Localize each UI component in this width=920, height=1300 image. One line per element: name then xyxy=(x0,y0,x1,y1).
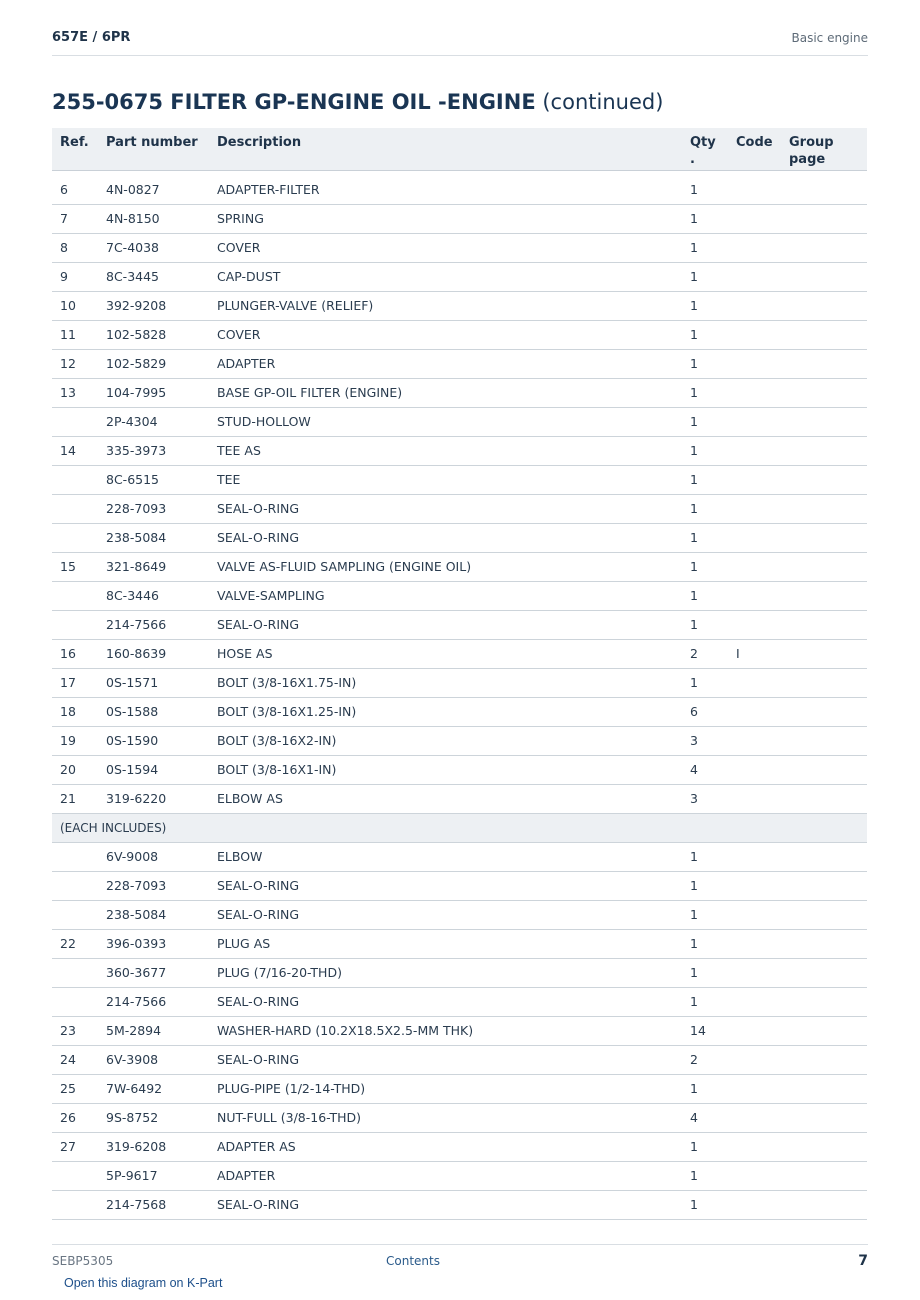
qty-cell: 4 xyxy=(682,755,728,784)
ref-cell: 16 xyxy=(52,639,98,668)
code-cell xyxy=(728,204,781,233)
qty-cell: 1 xyxy=(682,465,728,494)
qty-cell: 1 xyxy=(682,871,728,900)
code-cell xyxy=(728,262,781,291)
ref-cell: 25 xyxy=(52,1074,98,1103)
description-cell: CAP-DUST xyxy=(209,262,682,291)
table-row xyxy=(52,900,867,929)
code-cell xyxy=(728,1016,781,1045)
qty-cell: 1 xyxy=(682,320,728,349)
qty-cell: 1 xyxy=(682,523,728,552)
qty-cell: 1 xyxy=(682,407,728,436)
qty-cell: 1 xyxy=(682,204,728,233)
description-cell: PLUG (7/16-20-THD) xyxy=(209,958,682,987)
group-page-cell xyxy=(781,668,867,697)
ref-cell xyxy=(52,523,98,552)
ref-cell: 9 xyxy=(52,262,98,291)
col-group-page-header: Group page xyxy=(781,128,867,170)
group-page-cell xyxy=(781,262,867,291)
description-cell: VALVE AS-FLUID SAMPLING (ENGINE OIL) xyxy=(209,552,682,581)
group-page-cell xyxy=(781,1016,867,1045)
part-number-cell: 5P-9617 xyxy=(98,1161,209,1190)
description-cell: HOSE AS xyxy=(209,639,682,668)
description-cell: SPRING xyxy=(209,204,682,233)
description-cell: ADAPTER AS xyxy=(209,1132,682,1161)
ref-cell xyxy=(52,871,98,900)
part-number-cell: 319-6208 xyxy=(98,1132,209,1161)
ref-cell: 27 xyxy=(52,1132,98,1161)
group-page-cell xyxy=(781,900,867,929)
qty-cell: 1 xyxy=(682,668,728,697)
group-page-cell xyxy=(781,552,867,581)
code-cell xyxy=(728,871,781,900)
section-label: Basic engine xyxy=(791,31,868,45)
description-cell: BOLT (3/8-16X1.75-IN) xyxy=(209,668,682,697)
table-row xyxy=(52,291,867,320)
description-cell: WASHER-HARD (10.2X18.5X2.5-MM THK) xyxy=(209,1016,682,1045)
code-cell xyxy=(728,1132,781,1161)
code-cell xyxy=(728,233,781,262)
group-page-cell xyxy=(781,784,867,813)
qty-cell: 1 xyxy=(682,291,728,320)
qty-cell: 1 xyxy=(682,1190,728,1219)
code-cell xyxy=(728,349,781,378)
group-page-cell xyxy=(781,987,867,1016)
model-label: 657E / 6PR xyxy=(52,30,131,45)
part-number-cell: 392-9208 xyxy=(98,291,209,320)
group-page-cell xyxy=(781,929,867,958)
group-page-cell xyxy=(781,581,867,610)
description-cell: SEAL-O-RING xyxy=(209,871,682,900)
ref-cell xyxy=(52,494,98,523)
part-number-cell: 8C-3445 xyxy=(98,262,209,291)
table-row xyxy=(52,170,867,204)
qty-cell: 1 xyxy=(682,378,728,407)
qty-cell: 3 xyxy=(682,726,728,755)
ref-cell xyxy=(52,465,98,494)
ref-cell: 20 xyxy=(52,755,98,784)
table-row xyxy=(52,465,867,494)
col-code-header: Code xyxy=(728,128,781,170)
group-page-cell xyxy=(781,1045,867,1074)
table-row xyxy=(52,668,867,697)
table-row xyxy=(52,697,867,726)
part-number-cell: 7W-6492 xyxy=(98,1074,209,1103)
page-footer xyxy=(52,1244,868,1275)
code-cell xyxy=(728,170,781,204)
group-page-cell xyxy=(781,465,867,494)
ref-cell: 12 xyxy=(52,349,98,378)
title-main: 255-0675 FILTER GP-ENGINE OIL -ENGINE xyxy=(52,90,536,114)
table-row xyxy=(52,987,867,1016)
part-number-cell: 9S-8752 xyxy=(98,1103,209,1132)
code-cell xyxy=(728,1161,781,1190)
code-cell xyxy=(728,552,781,581)
code-cell xyxy=(728,1103,781,1132)
qty-cell: 1 xyxy=(682,436,728,465)
table-row xyxy=(52,581,867,610)
table-row xyxy=(52,349,867,378)
code-cell xyxy=(728,610,781,639)
description-cell: BASE GP-OIL FILTER (ENGINE) xyxy=(209,378,682,407)
group-page-cell xyxy=(781,320,867,349)
table-row xyxy=(52,610,867,639)
description-cell: STUD-HOLLOW xyxy=(209,407,682,436)
description-cell: ADAPTER xyxy=(209,1161,682,1190)
note-cell: (EACH INCLUDES) xyxy=(52,813,867,842)
table-note-row xyxy=(52,813,867,842)
col-description-header: Description xyxy=(209,128,682,170)
description-cell: ELBOW AS xyxy=(209,784,682,813)
group-page-cell xyxy=(781,697,867,726)
ref-cell xyxy=(52,842,98,871)
description-cell: PLUNGER-VALVE (RELIEF) xyxy=(209,291,682,320)
parts-table xyxy=(52,128,867,1220)
code-cell xyxy=(728,407,781,436)
qty-cell: 1 xyxy=(682,262,728,291)
part-number-cell: 2P-4304 xyxy=(98,407,209,436)
group-page-cell xyxy=(781,958,867,987)
group-page-cell xyxy=(781,610,867,639)
code-cell xyxy=(728,581,781,610)
group-page-cell xyxy=(781,639,867,668)
table-row xyxy=(52,262,867,291)
code-cell xyxy=(728,465,781,494)
description-cell: SEAL-O-RING xyxy=(209,900,682,929)
ref-cell: 19 xyxy=(52,726,98,755)
description-cell: BOLT (3/8-16X1-IN) xyxy=(209,755,682,784)
ref-cell xyxy=(52,958,98,987)
description-cell: BOLT (3/8-16X1.25-IN) xyxy=(209,697,682,726)
table-row xyxy=(52,1190,867,1219)
description-cell: SEAL-O-RING xyxy=(209,610,682,639)
code-cell xyxy=(728,436,781,465)
part-number-cell: 214-7568 xyxy=(98,1190,209,1219)
table-row xyxy=(52,929,867,958)
code-cell xyxy=(728,1045,781,1074)
part-number-cell: 0S-1594 xyxy=(98,755,209,784)
table-row xyxy=(52,494,867,523)
ref-cell: 23 xyxy=(52,1016,98,1045)
ref-cell: 18 xyxy=(52,697,98,726)
part-number-cell: 228-7093 xyxy=(98,494,209,523)
table-row xyxy=(52,523,867,552)
code-cell xyxy=(728,755,781,784)
qty-cell: 1 xyxy=(682,1074,728,1103)
ref-cell: 14 xyxy=(52,436,98,465)
open-kpart-link[interactable]: Open this diagram on K-Part xyxy=(64,1276,223,1290)
part-number-cell: 319-6220 xyxy=(98,784,209,813)
ref-cell: 17 xyxy=(52,668,98,697)
group-page-cell xyxy=(781,170,867,204)
group-page-cell xyxy=(781,1161,867,1190)
qty-cell: 1 xyxy=(682,610,728,639)
table-row xyxy=(52,552,867,581)
part-number-cell: 8C-3446 xyxy=(98,581,209,610)
ref-cell: 21 xyxy=(52,784,98,813)
part-number-cell: 396-0393 xyxy=(98,929,209,958)
code-cell xyxy=(728,291,781,320)
ref-cell xyxy=(52,1161,98,1190)
table-row xyxy=(52,204,867,233)
qty-cell: 1 xyxy=(682,349,728,378)
col-part-number-header: Part number xyxy=(98,128,209,170)
ref-cell xyxy=(52,581,98,610)
description-cell: SEAL-O-RING xyxy=(209,1190,682,1219)
ref-cell xyxy=(52,610,98,639)
code-cell xyxy=(728,987,781,1016)
code-cell xyxy=(728,958,781,987)
qty-cell: 1 xyxy=(682,1132,728,1161)
code-cell xyxy=(728,494,781,523)
group-page-cell xyxy=(781,1103,867,1132)
part-number-cell: 4N-0827 xyxy=(98,170,209,204)
qty-cell: 1 xyxy=(682,552,728,581)
qty-cell: 1 xyxy=(682,929,728,958)
ref-cell: 6 xyxy=(52,170,98,204)
table-row xyxy=(52,378,867,407)
code-cell xyxy=(728,668,781,697)
table-row xyxy=(52,1132,867,1161)
col-ref-header: Ref. xyxy=(52,128,98,170)
table-row xyxy=(52,871,867,900)
qty-cell: 1 xyxy=(682,987,728,1016)
qty-cell: 3 xyxy=(682,784,728,813)
part-number-cell: 0S-1588 xyxy=(98,697,209,726)
code-cell xyxy=(728,842,781,871)
code-cell xyxy=(728,1074,781,1103)
table-row xyxy=(52,1045,867,1074)
description-cell: ADAPTER-FILTER xyxy=(209,170,682,204)
description-cell: ADAPTER xyxy=(209,349,682,378)
ref-cell: 7 xyxy=(52,204,98,233)
table-row xyxy=(52,1074,867,1103)
qty-cell: 1 xyxy=(682,1161,728,1190)
code-cell xyxy=(728,378,781,407)
part-number-cell: 160-8639 xyxy=(98,639,209,668)
group-page-cell xyxy=(781,291,867,320)
description-cell: BOLT (3/8-16X2-IN) xyxy=(209,726,682,755)
code-cell xyxy=(728,929,781,958)
qty-cell: 1 xyxy=(682,581,728,610)
part-number-cell: 102-5829 xyxy=(98,349,209,378)
part-number-cell: 104-7995 xyxy=(98,378,209,407)
code-cell: I xyxy=(728,639,781,668)
table-row xyxy=(52,639,867,668)
table-row xyxy=(52,407,867,436)
description-cell: SEAL-O-RING xyxy=(209,1045,682,1074)
qty-cell: 1 xyxy=(682,842,728,871)
ref-cell: 15 xyxy=(52,552,98,581)
group-page-cell xyxy=(781,494,867,523)
document-id: SEBP5305 xyxy=(52,1254,114,1268)
table-row xyxy=(52,1103,867,1132)
table-row xyxy=(52,784,867,813)
ref-cell: 26 xyxy=(52,1103,98,1132)
table-row xyxy=(52,726,867,755)
ref-cell: 24 xyxy=(52,1045,98,1074)
group-page-cell xyxy=(781,378,867,407)
contents-link[interactable]: Contents xyxy=(386,1254,440,1268)
ref-cell xyxy=(52,900,98,929)
part-number-cell: 335-3973 xyxy=(98,436,209,465)
part-number-cell: 321-8649 xyxy=(98,552,209,581)
qty-cell: 6 xyxy=(682,697,728,726)
col-qty-header: Qty . xyxy=(682,128,728,170)
part-number-cell: 0S-1571 xyxy=(98,668,209,697)
page-title xyxy=(52,90,663,114)
qty-cell: 1 xyxy=(682,170,728,204)
qty-cell: 1 xyxy=(682,233,728,262)
table-row xyxy=(52,755,867,784)
part-number-cell: 360-3677 xyxy=(98,958,209,987)
description-cell: PLUG AS xyxy=(209,929,682,958)
part-number-cell: 4N-8150 xyxy=(98,204,209,233)
table-row xyxy=(52,233,867,262)
group-page-cell xyxy=(781,726,867,755)
table-row xyxy=(52,842,867,871)
qty-cell: 4 xyxy=(682,1103,728,1132)
description-cell: COVER xyxy=(209,320,682,349)
group-page-cell xyxy=(781,871,867,900)
code-cell xyxy=(728,697,781,726)
part-number-cell: 228-7093 xyxy=(98,871,209,900)
code-cell xyxy=(728,900,781,929)
table-row xyxy=(52,436,867,465)
description-cell: SEAL-O-RING xyxy=(209,494,682,523)
part-number-cell: 6V-9008 xyxy=(98,842,209,871)
qty-cell: 1 xyxy=(682,494,728,523)
part-number-cell: 8C-6515 xyxy=(98,465,209,494)
table-header-row xyxy=(52,128,867,170)
code-cell xyxy=(728,726,781,755)
table-row xyxy=(52,958,867,987)
ref-cell: 22 xyxy=(52,929,98,958)
group-page-cell xyxy=(781,407,867,436)
description-cell: NUT-FULL (3/8-16-THD) xyxy=(209,1103,682,1132)
group-page-cell xyxy=(781,1190,867,1219)
title-suffix: (continued) xyxy=(542,90,664,114)
ref-cell: 8 xyxy=(52,233,98,262)
description-cell: COVER xyxy=(209,233,682,262)
part-number-cell: 7C-4038 xyxy=(98,233,209,262)
table-row xyxy=(52,1161,867,1190)
group-page-cell xyxy=(781,233,867,262)
description-cell: SEAL-O-RING xyxy=(209,523,682,552)
code-cell xyxy=(728,523,781,552)
ref-cell: 10 xyxy=(52,291,98,320)
qty-cell: 1 xyxy=(682,900,728,929)
part-number-cell: 5M-2894 xyxy=(98,1016,209,1045)
part-number-cell: 0S-1590 xyxy=(98,726,209,755)
group-page-cell xyxy=(781,755,867,784)
part-number-cell: 238-5084 xyxy=(98,523,209,552)
part-number-cell: 102-5828 xyxy=(98,320,209,349)
group-page-cell xyxy=(781,349,867,378)
group-page-cell xyxy=(781,204,867,233)
part-number-cell: 214-7566 xyxy=(98,610,209,639)
ref-cell: 13 xyxy=(52,378,98,407)
group-page-cell xyxy=(781,1132,867,1161)
description-cell: TEE AS xyxy=(209,436,682,465)
code-cell xyxy=(728,320,781,349)
description-cell: SEAL-O-RING xyxy=(209,987,682,1016)
parts-table-body xyxy=(52,170,867,1219)
table-row xyxy=(52,1016,867,1045)
part-number-cell: 214-7566 xyxy=(98,987,209,1016)
page-header xyxy=(52,28,868,56)
qty-cell: 2 xyxy=(682,1045,728,1074)
group-page-cell xyxy=(781,523,867,552)
page-number: 7 xyxy=(858,1253,868,1269)
description-cell: ELBOW xyxy=(209,842,682,871)
group-page-cell xyxy=(781,436,867,465)
ref-cell: 11 xyxy=(52,320,98,349)
ref-cell xyxy=(52,407,98,436)
code-cell xyxy=(728,1190,781,1219)
qty-cell: 2 xyxy=(682,639,728,668)
table-row xyxy=(52,320,867,349)
qty-cell: 14 xyxy=(682,1016,728,1045)
qty-cell: 1 xyxy=(682,958,728,987)
description-cell: PLUG-PIPE (1/2-14-THD) xyxy=(209,1074,682,1103)
part-number-cell: 238-5084 xyxy=(98,900,209,929)
description-cell: TEE xyxy=(209,465,682,494)
group-page-cell xyxy=(781,842,867,871)
description-cell: VALVE-SAMPLING xyxy=(209,581,682,610)
ref-cell xyxy=(52,987,98,1016)
group-page-cell xyxy=(781,1074,867,1103)
ref-cell xyxy=(52,1190,98,1219)
part-number-cell: 6V-3908 xyxy=(98,1045,209,1074)
code-cell xyxy=(728,784,781,813)
